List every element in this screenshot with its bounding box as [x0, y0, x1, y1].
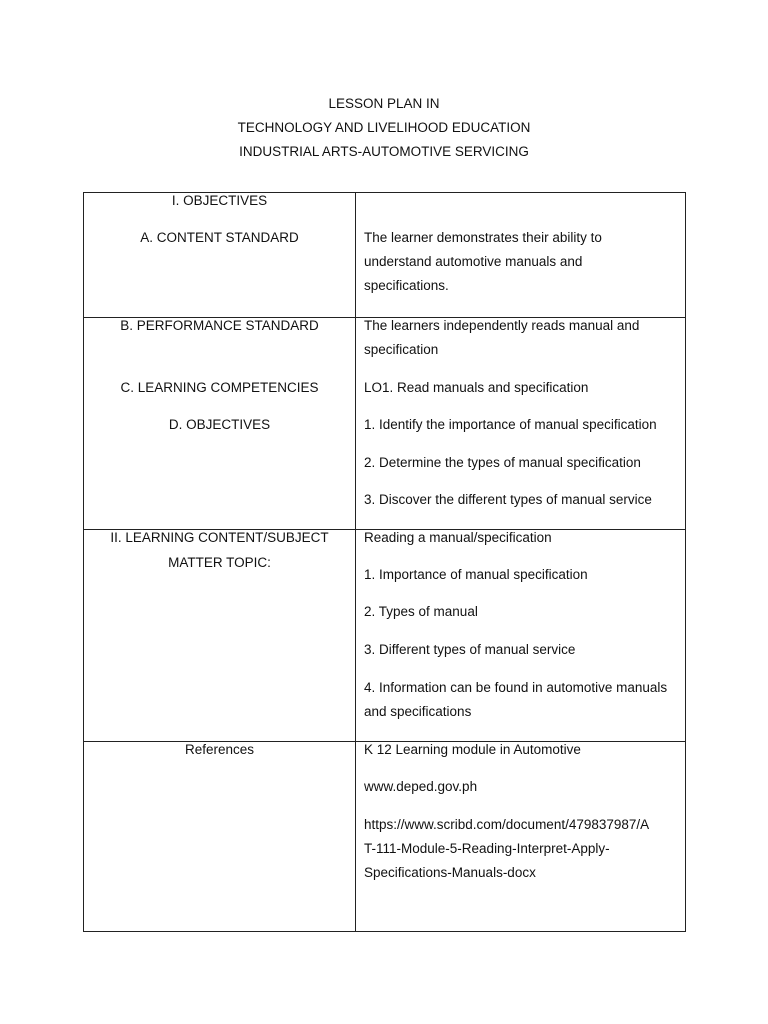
learning-content-heading-line-2: MATTER TOPIC: — [168, 555, 271, 570]
cell-references-label — [84, 742, 356, 932]
document-header — [0, 92, 768, 164]
subject-matter-item-1: 1. Importance of manual specification — [364, 567, 588, 582]
header-title-line-1: LESSON PLAN IN — [328, 96, 440, 111]
learning-competency-text: LO1. Read manuals and specification — [364, 380, 589, 395]
subject-matter-item-4-line-2: and specifications — [364, 704, 472, 719]
reference-item-3-line-2: T-111-Module-5-Reading-Interpret-Apply- — [364, 841, 610, 856]
cell-content-standard-value — [356, 193, 686, 318]
performance-standard-text-line-1: The learners independently reads manual and — [364, 318, 640, 333]
subject-matter-item-3: 3. Different types of manual service — [364, 642, 576, 657]
lesson-plan-table — [83, 192, 686, 932]
learning-competencies-label: C. LEARNING COMPETENCIES — [120, 380, 319, 395]
content-standard-text-line-2: understand automotive manuals and — [364, 254, 583, 269]
reference-item-2: www.deped.gov.ph — [364, 779, 478, 794]
cell-learning-content-label — [84, 530, 356, 742]
references-label: References — [184, 742, 255, 757]
objective-item-3: 3. Discover the different types of manual service — [364, 492, 652, 507]
performance-standard-text-line-2: specification — [364, 342, 439, 357]
performance-standard-label: B. PERFORMANCE STANDARD — [120, 318, 319, 333]
subject-matter-item-4-line-1: 4. Information can be found in automotive manuals — [364, 680, 668, 695]
learning-content-heading-line-1: II. LEARNING CONTENT/SUBJECT — [110, 530, 329, 545]
subject-matter-item-2: 2. Types of manual — [364, 604, 478, 619]
objective-item-2: 2. Determine the types of manual specification — [364, 455, 641, 470]
cell-references-values — [356, 742, 686, 932]
objectives-label: D. OBJECTIVES — [168, 417, 271, 432]
reference-item-3-line-3: Specifications-Manuals-docx — [364, 865, 536, 880]
objective-item-1: 1. Identify the importance of manual specification — [364, 417, 657, 432]
cell-objectives-label — [84, 193, 356, 318]
content-standard-text-line-3: specifications. — [364, 278, 449, 293]
cell-performance-values — [356, 318, 686, 530]
content-standard-label: A. CONTENT STANDARD — [140, 230, 299, 245]
table-row-performance — [84, 318, 686, 530]
table-row-references — [84, 742, 686, 932]
header-title-line-3: INDUSTRIAL ARTS-AUTOMOTIVE SERVICING — [239, 144, 529, 159]
cell-performance-labels — [84, 318, 356, 530]
table-row-objectives — [84, 193, 686, 318]
reference-item-1: K 12 Learning module in Automotive — [364, 742, 581, 757]
table-row-learning-content — [84, 530, 686, 742]
subject-matter-title: Reading a manual/specification — [364, 530, 552, 545]
section-heading-objectives: I. OBJECTIVES — [171, 193, 268, 208]
cell-learning-content-values — [356, 530, 686, 742]
header-title-line-2: TECHNOLOGY AND LIVELIHOOD EDUCATION — [237, 120, 531, 135]
reference-item-3-line-1: https://www.scribd.com/document/479837987/A — [364, 817, 650, 832]
content-standard-text-line-1: The learner demonstrates their ability to — [364, 230, 602, 245]
